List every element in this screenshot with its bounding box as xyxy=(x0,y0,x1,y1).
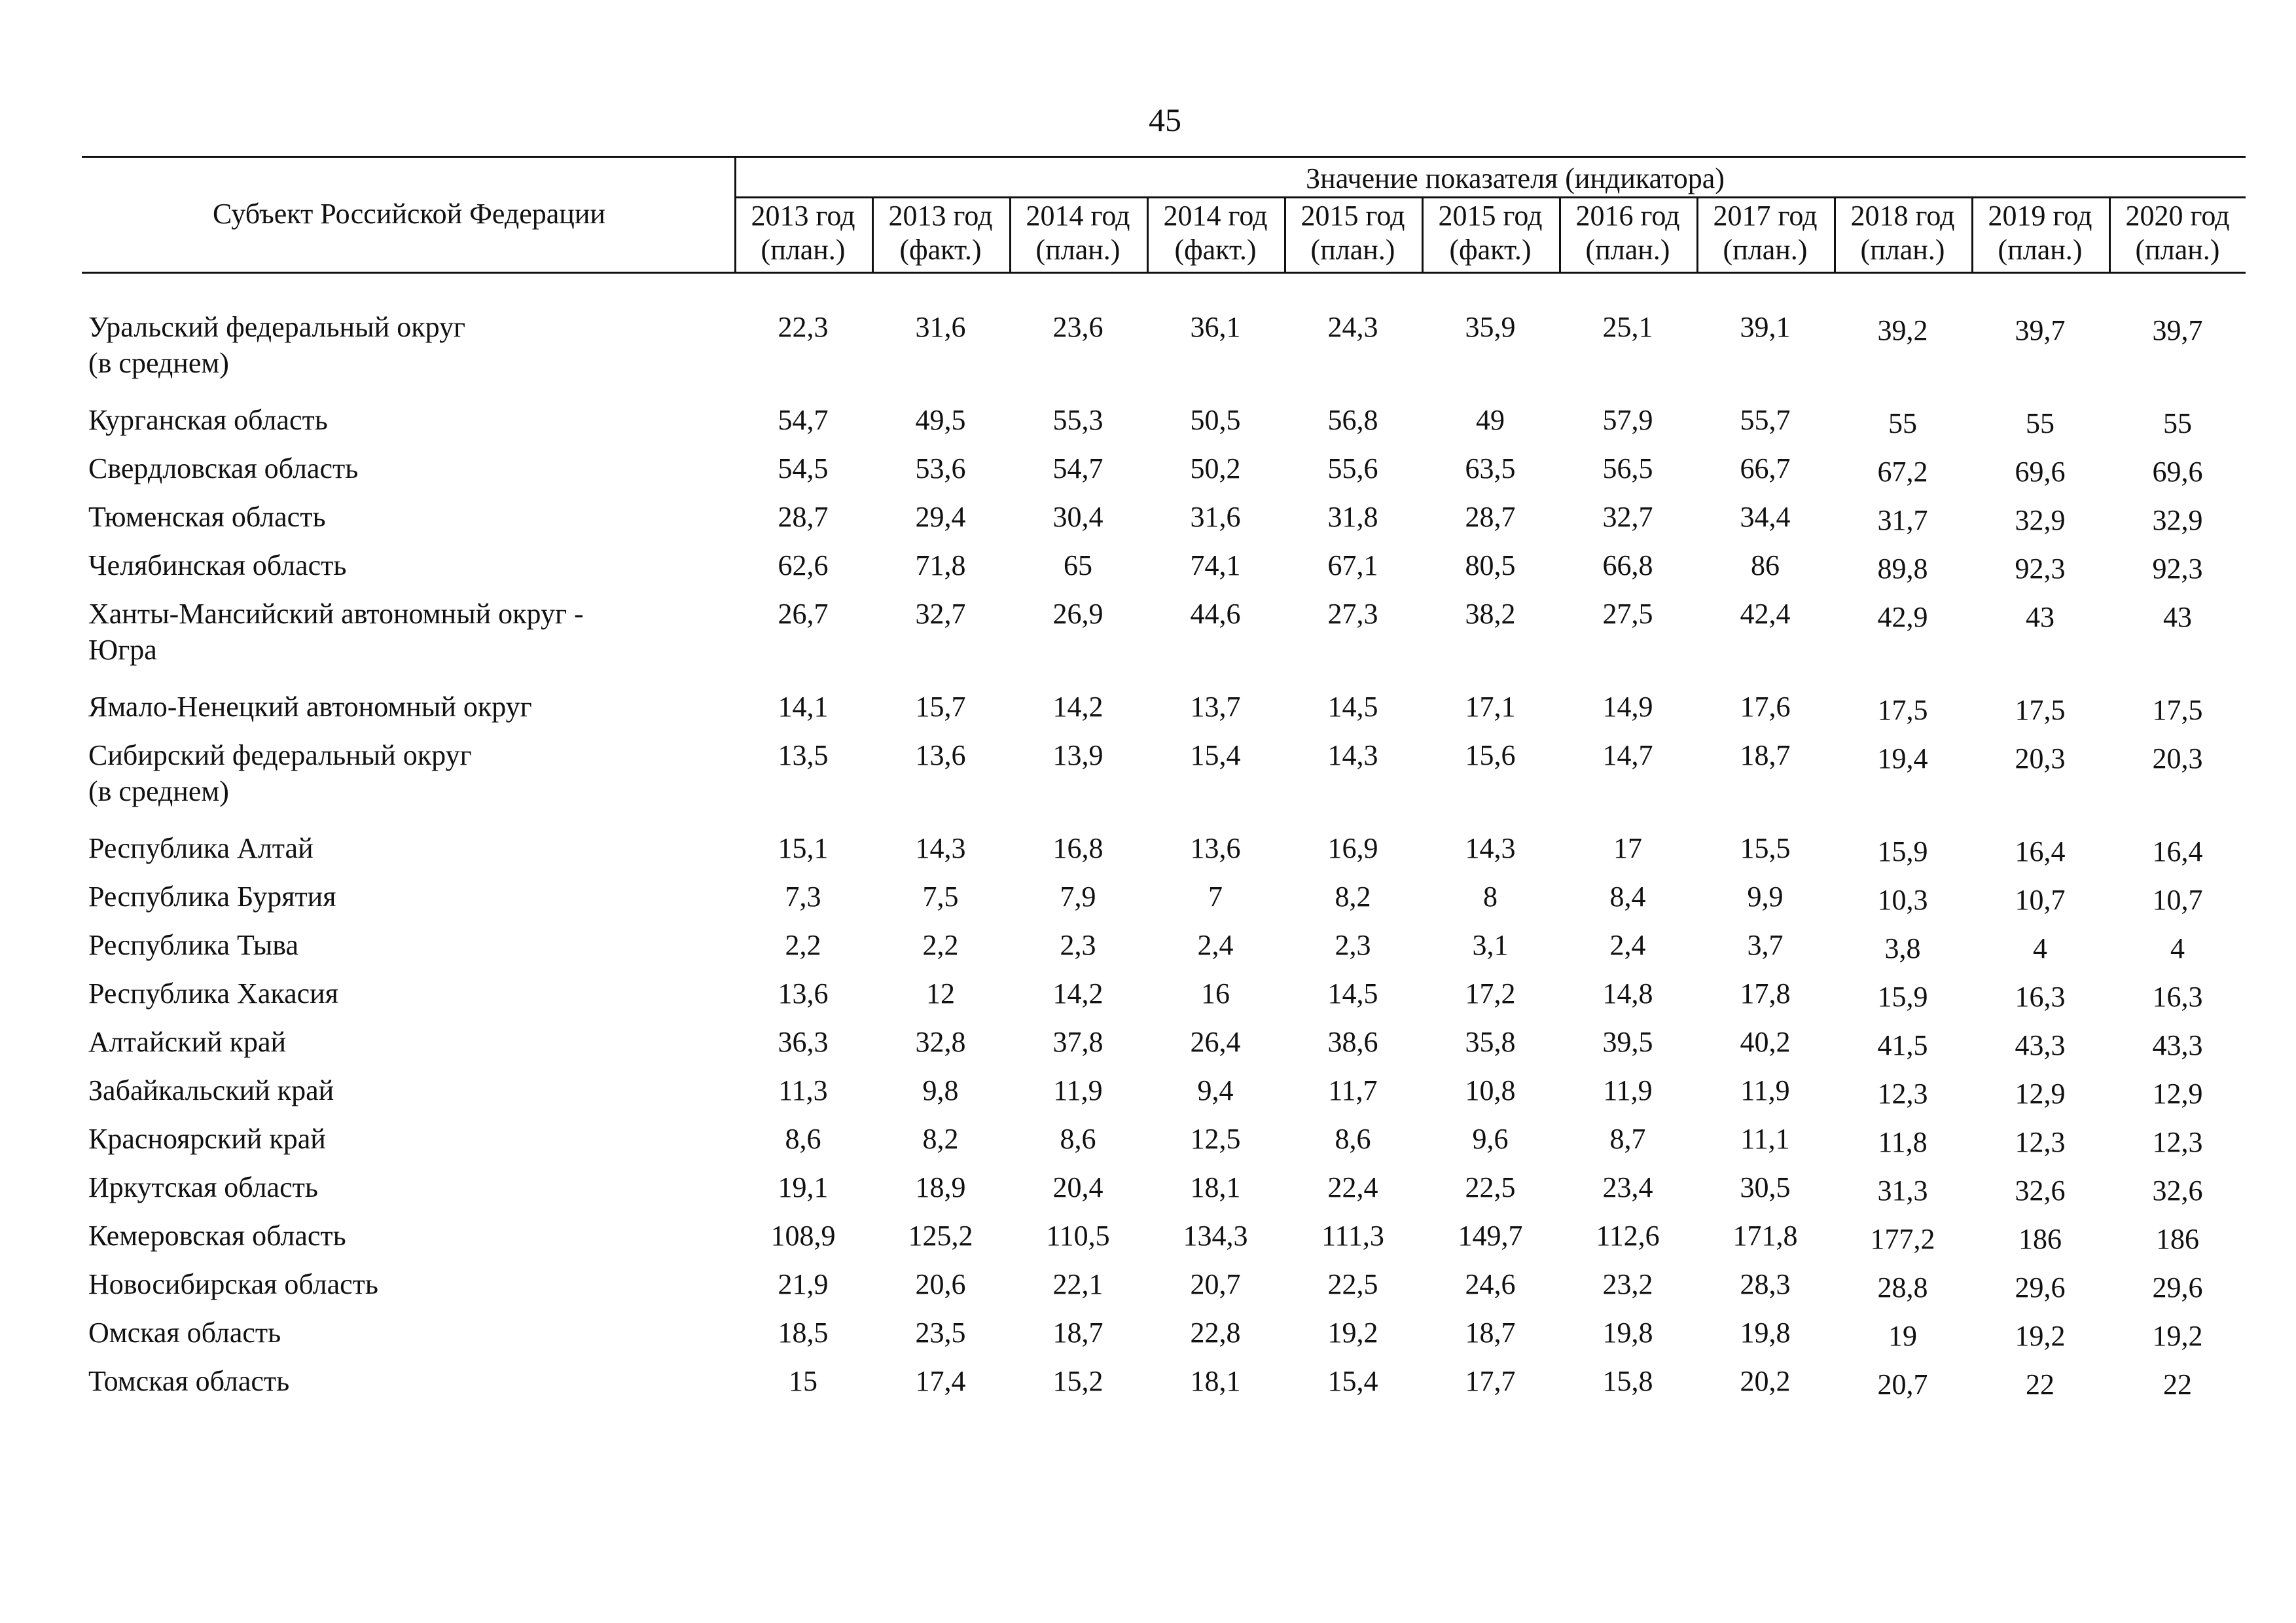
value-cell: 65 xyxy=(1064,549,1092,581)
year-label: 2018 год xyxy=(1850,200,1955,232)
value-cell: 43 xyxy=(2026,601,2054,633)
value-kind-label: (план.) xyxy=(1723,234,1808,266)
value-cell: 12,3 xyxy=(1877,1078,1928,1110)
value-cell: 17,7 xyxy=(1465,1365,1516,1397)
value-cell: 55,6 xyxy=(1327,452,1378,484)
value-cell: 19,1 xyxy=(778,1171,829,1203)
value-cell: 35,8 xyxy=(1465,1026,1516,1058)
value-cell: 22,5 xyxy=(1465,1171,1516,1203)
value-cell: 110,5 xyxy=(1046,1220,1110,1252)
value-cell: 30,4 xyxy=(1052,501,1103,533)
value-cell: 15,8 xyxy=(1602,1365,1653,1397)
value-cell: 14,3 xyxy=(1465,832,1516,864)
value-cell: 43,3 xyxy=(2152,1029,2203,1061)
header-bottom-rule xyxy=(82,272,2246,274)
column-divider xyxy=(2109,196,2111,274)
subject-name: Челябинская область xyxy=(88,549,347,581)
year-label: 2020 год xyxy=(2125,200,2230,232)
value-cell: 11,7 xyxy=(1328,1074,1378,1106)
value-kind-label: (план.) xyxy=(761,234,846,266)
value-cell: 14,5 xyxy=(1327,691,1378,723)
value-cell: 8,4 xyxy=(1609,881,1646,913)
value-cell: 13,6 xyxy=(778,977,829,1010)
year-label: 2017 год xyxy=(1713,200,1818,232)
value-cell: 31,6 xyxy=(915,311,966,343)
value-cell: 20,3 xyxy=(2015,742,2066,775)
value-cell: 36,1 xyxy=(1190,311,1241,343)
column-divider xyxy=(1559,196,1561,274)
value-cell: 17,2 xyxy=(1465,977,1516,1010)
value-cell: 9,6 xyxy=(1472,1123,1509,1155)
value-cell: 13,7 xyxy=(1190,691,1241,723)
value-cell: 3,1 xyxy=(1472,929,1509,961)
value-cell: 43,3 xyxy=(2015,1029,2066,1061)
value-cell: 22,5 xyxy=(1327,1268,1378,1300)
value-cell: 15,4 xyxy=(1327,1365,1378,1397)
value-kind-label: (план.) xyxy=(1998,234,2083,266)
year-column-header xyxy=(1010,199,1146,267)
value-cell: 31,6 xyxy=(1190,501,1241,533)
header-top-rule xyxy=(82,156,2246,158)
value-cell: 12,9 xyxy=(2015,1078,2066,1110)
value-kind-label: (факт.) xyxy=(1174,234,1257,266)
value-cell: 14,7 xyxy=(1602,739,1653,771)
column-divider xyxy=(1422,196,1424,274)
value-cell: 11,9 xyxy=(1053,1074,1103,1106)
value-cell: 38,6 xyxy=(1327,1026,1378,1058)
value-cell: 86 xyxy=(1751,549,1780,581)
value-cell: 2,4 xyxy=(1609,929,1646,961)
value-cell: 2,3 xyxy=(1060,929,1096,961)
value-kind-label: (план.) xyxy=(1860,234,1945,266)
year-column-header xyxy=(1835,199,1971,267)
value-cell: 10,7 xyxy=(2015,884,2066,916)
value-cell: 12,3 xyxy=(2152,1126,2203,1158)
value-cell: 34,4 xyxy=(1740,501,1791,533)
value-cell: 89,8 xyxy=(1877,553,1928,585)
value-cell: 19,8 xyxy=(1740,1317,1791,1349)
value-cell: 18,1 xyxy=(1190,1365,1241,1397)
value-cell: 8,2 xyxy=(922,1123,959,1155)
value-cell: 32,9 xyxy=(2015,504,2066,536)
value-cell: 9,8 xyxy=(922,1074,959,1106)
value-cell: 67,2 xyxy=(1877,456,1928,488)
value-cell: 49,5 xyxy=(915,404,966,436)
value-cell: 15,5 xyxy=(1740,832,1791,864)
value-cell: 22 xyxy=(2026,1368,2054,1400)
value-cell: 108,9 xyxy=(770,1220,836,1252)
value-cell: 149,7 xyxy=(1458,1220,1523,1252)
value-cell: 177,2 xyxy=(1870,1223,1935,1255)
value-cell: 26,7 xyxy=(778,598,829,630)
value-cell: 41,5 xyxy=(1877,1029,1928,1061)
value-cell: 23,5 xyxy=(915,1317,966,1349)
value-cell: 11,9 xyxy=(1603,1074,1653,1106)
value-cell: 14,3 xyxy=(1327,739,1378,771)
value-cell: 16,3 xyxy=(2152,981,2203,1013)
value-cell: 125,2 xyxy=(908,1220,973,1252)
value-cell: 28,8 xyxy=(1877,1271,1928,1304)
value-cell: 4 xyxy=(2170,932,2185,964)
value-cell: 2,3 xyxy=(1335,929,1371,961)
value-cell: 32,6 xyxy=(2015,1175,2066,1207)
indicator-rule xyxy=(734,196,2246,198)
value-cell: 23,6 xyxy=(1052,311,1103,343)
value-cell: 20,7 xyxy=(1877,1368,1928,1400)
value-cell: 28,7 xyxy=(778,501,829,533)
value-cell: 7 xyxy=(1208,881,1223,913)
value-cell: 22,8 xyxy=(1190,1317,1241,1349)
value-cell: 20,7 xyxy=(1190,1268,1241,1300)
value-cell: 7,5 xyxy=(922,881,959,913)
value-cell: 28,7 xyxy=(1465,501,1516,533)
value-cell: 36,3 xyxy=(778,1026,829,1058)
value-cell: 43 xyxy=(2163,601,2192,633)
year-column-header xyxy=(1422,199,1558,267)
value-cell: 66,7 xyxy=(1740,452,1791,484)
value-cell: 22,3 xyxy=(778,311,829,343)
value-cell: 7,9 xyxy=(1060,881,1096,913)
value-cell: 15,9 xyxy=(1877,835,1928,867)
year-column-header xyxy=(1560,199,1696,267)
value-cell: 35,9 xyxy=(1465,311,1516,343)
value-cell: 25,1 xyxy=(1602,311,1653,343)
value-cell: 11,9 xyxy=(1740,1074,1790,1106)
value-cell: 55 xyxy=(1888,407,1917,439)
value-cell: 57,9 xyxy=(1602,404,1653,436)
value-cell: 56,8 xyxy=(1327,404,1378,436)
value-cell: 186 xyxy=(2018,1223,2062,1255)
subject-name: Республика Алтай xyxy=(88,832,314,864)
value-cell: 42,9 xyxy=(1877,601,1928,633)
subject-name: Забайкальский край xyxy=(88,1074,334,1106)
value-cell: 4 xyxy=(2033,932,2047,964)
value-cell: 29,4 xyxy=(915,501,966,533)
value-kind-label: (факт.) xyxy=(899,234,982,266)
value-cell: 29,6 xyxy=(2152,1271,2203,1304)
value-cell: 20,2 xyxy=(1740,1365,1791,1397)
value-cell: 22,1 xyxy=(1052,1268,1103,1300)
value-cell: 30,5 xyxy=(1740,1171,1791,1203)
value-cell: 9,9 xyxy=(1747,881,1784,913)
value-cell: 69,6 xyxy=(2152,456,2203,488)
year-label: 2014 год xyxy=(1026,200,1130,232)
value-cell: 134,3 xyxy=(1183,1220,1248,1252)
value-cell: 15,7 xyxy=(915,691,966,723)
value-cell: 12,3 xyxy=(2015,1126,2066,1158)
value-cell: 14,5 xyxy=(1327,977,1378,1010)
value-cell: 18,1 xyxy=(1190,1171,1241,1203)
value-cell: 63,5 xyxy=(1465,452,1516,484)
value-cell: 10,3 xyxy=(1877,884,1928,916)
value-cell: 16 xyxy=(1201,977,1230,1010)
value-cell: 31,8 xyxy=(1327,501,1378,533)
value-cell: 16,8 xyxy=(1052,832,1103,864)
value-cell: 23,2 xyxy=(1602,1268,1653,1300)
value-cell: 18,7 xyxy=(1052,1317,1103,1349)
value-cell: 18,5 xyxy=(778,1317,829,1349)
subject-name: Кемеровская область xyxy=(88,1220,346,1252)
value-cell: 19,4 xyxy=(1877,742,1928,775)
value-cell: 53,6 xyxy=(915,452,966,484)
value-cell: 3,7 xyxy=(1747,929,1784,961)
year-column-header xyxy=(2109,199,2246,267)
value-cell: 8 xyxy=(1483,881,1498,913)
value-cell: 9,4 xyxy=(1197,1074,1234,1106)
value-cell: 7,3 xyxy=(785,881,821,913)
value-cell: 39,5 xyxy=(1602,1026,1653,1058)
year-column-header xyxy=(1147,199,1283,267)
value-cell: 15,4 xyxy=(1190,739,1241,771)
value-cell: 8,6 xyxy=(1060,1123,1096,1155)
value-cell: 17,1 xyxy=(1465,691,1516,723)
value-cell: 31,7 xyxy=(1877,504,1928,536)
value-cell: 49 xyxy=(1476,404,1505,436)
value-cell: 15 xyxy=(789,1365,817,1397)
value-cell: 26,9 xyxy=(1052,598,1103,630)
subject-name: Республика Хакасия xyxy=(88,977,338,1010)
value-cell: 20,6 xyxy=(915,1268,966,1300)
year-label: 2019 год xyxy=(1988,200,2092,232)
value-cell: 112,6 xyxy=(1596,1220,1660,1252)
value-cell: 55,7 xyxy=(1740,404,1791,436)
column-divider xyxy=(1834,196,1836,274)
value-cell: 71,8 xyxy=(915,549,966,581)
column-divider xyxy=(1284,196,1286,274)
value-cell: 27,5 xyxy=(1602,598,1653,630)
value-cell: 38,2 xyxy=(1465,598,1516,630)
value-cell: 17,5 xyxy=(2152,694,2203,726)
column-divider xyxy=(1147,196,1149,274)
year-label: 2013 год xyxy=(751,200,855,232)
year-column-header xyxy=(1972,199,2108,267)
year-label: 2015 год xyxy=(1438,200,1543,232)
value-cell: 17 xyxy=(1613,832,1642,864)
subject-name: Республика Бурятия xyxy=(88,881,336,913)
value-cell: 92,3 xyxy=(2152,553,2203,585)
indicator-header: Значение показателя (индикатора) xyxy=(1306,162,1725,194)
value-cell: 14,9 xyxy=(1602,691,1653,723)
value-cell: 17,5 xyxy=(2015,694,2066,726)
value-cell: 186 xyxy=(2156,1223,2199,1255)
value-cell: 2,2 xyxy=(922,929,959,961)
value-cell: 32,8 xyxy=(915,1026,966,1058)
value-cell: 18,7 xyxy=(1740,739,1791,771)
value-cell: 19,2 xyxy=(2015,1320,2066,1352)
value-cell: 10,8 xyxy=(1465,1074,1516,1106)
value-cell: 39,7 xyxy=(2152,314,2203,346)
value-cell: 14,2 xyxy=(1052,977,1103,1010)
page-number: 45 xyxy=(1149,101,1181,138)
subject-name: Омская область xyxy=(88,1317,281,1349)
value-cell: 17,6 xyxy=(1740,691,1791,723)
value-cell: 19,2 xyxy=(1327,1317,1378,1349)
column-divider xyxy=(872,196,874,274)
subject-name: (в среднем) xyxy=(88,775,229,807)
value-cell: 80,5 xyxy=(1465,549,1516,581)
value-cell: 22 xyxy=(2163,1368,2192,1400)
value-cell: 66,8 xyxy=(1602,549,1653,581)
value-cell: 16,4 xyxy=(2152,835,2203,867)
value-cell: 11,1 xyxy=(1740,1123,1790,1155)
value-cell: 29,6 xyxy=(2015,1271,2066,1304)
value-cell: 12 xyxy=(926,977,955,1010)
year-column-header xyxy=(872,199,1009,267)
value-kind-label: (план.) xyxy=(1035,234,1121,266)
value-kind-label: (план.) xyxy=(1310,234,1395,266)
column-divider xyxy=(1009,196,1011,274)
year-column-header xyxy=(1697,199,1833,267)
subject-name: Томская область xyxy=(88,1365,290,1397)
value-cell: 24,3 xyxy=(1327,311,1378,343)
value-cell: 21,9 xyxy=(778,1268,829,1300)
value-cell: 14,1 xyxy=(778,691,829,723)
value-cell: 44,6 xyxy=(1190,598,1241,630)
value-cell: 15,6 xyxy=(1465,739,1516,771)
value-cell: 111,3 xyxy=(1321,1220,1384,1252)
value-cell: 40,2 xyxy=(1740,1026,1791,1058)
value-cell: 15,2 xyxy=(1052,1365,1103,1397)
value-cell: 56,5 xyxy=(1602,452,1653,484)
value-cell: 32,7 xyxy=(1602,501,1653,533)
value-cell: 32,7 xyxy=(915,598,966,630)
value-cell: 55 xyxy=(2163,407,2192,439)
subject-name: Иркутская область xyxy=(88,1171,318,1203)
value-cell: 12,9 xyxy=(2152,1078,2203,1110)
value-cell: 50,5 xyxy=(1190,404,1241,436)
value-cell: 3,8 xyxy=(1884,932,1921,964)
value-cell: 26,4 xyxy=(1190,1026,1241,1058)
value-cell: 55 xyxy=(2026,407,2054,439)
value-cell: 20,4 xyxy=(1052,1171,1103,1203)
subject-column-header: Субъект Российской Федерации xyxy=(213,198,605,230)
value-cell: 16,9 xyxy=(1327,832,1378,864)
year-label: 2014 год xyxy=(1163,200,1268,232)
value-kind-label: (план.) xyxy=(1585,234,1670,266)
value-cell: 13,5 xyxy=(778,739,829,771)
subject-name: Сибирский федеральный округ xyxy=(88,739,472,771)
value-cell: 18,9 xyxy=(915,1171,966,1203)
year-column-header xyxy=(735,199,871,267)
subject-name: Алтайский край xyxy=(88,1026,287,1058)
value-cell: 8,2 xyxy=(1335,881,1371,913)
value-cell: 171,8 xyxy=(1732,1220,1798,1252)
column-divider xyxy=(1971,196,1973,274)
value-cell: 19,8 xyxy=(1602,1317,1653,1349)
subject-name: Курганская область xyxy=(88,404,328,436)
value-cell: 14,8 xyxy=(1602,977,1653,1010)
value-cell: 13,6 xyxy=(915,739,966,771)
subject-name: Ханты-Мансийский автономный округ - xyxy=(88,598,584,630)
value-cell: 8,7 xyxy=(1609,1123,1646,1155)
value-cell: 31,3 xyxy=(1877,1175,1928,1207)
subject-name: Югра xyxy=(88,634,157,666)
value-cell: 15,1 xyxy=(778,832,829,864)
value-cell: 14,2 xyxy=(1052,691,1103,723)
value-cell: 2,2 xyxy=(785,929,821,961)
value-cell: 10,7 xyxy=(2152,884,2203,916)
subject-name: Ямало-Ненецкий автономный округ xyxy=(88,691,532,723)
value-cell: 17,5 xyxy=(1877,694,1928,726)
subject-name: Республика Тыва xyxy=(88,929,299,961)
value-cell: 17,8 xyxy=(1740,977,1791,1010)
value-cell: 54,5 xyxy=(778,452,829,484)
year-column-header xyxy=(1285,199,1421,267)
value-cell: 11,8 xyxy=(1878,1126,1928,1158)
value-cell: 39,7 xyxy=(2015,314,2066,346)
value-cell: 12,5 xyxy=(1190,1123,1241,1155)
value-cell: 14,3 xyxy=(915,832,966,864)
value-cell: 8,6 xyxy=(785,1123,821,1155)
value-cell: 19 xyxy=(1888,1320,1917,1352)
value-cell: 11,3 xyxy=(778,1074,828,1106)
subject-name: Красноярский край xyxy=(88,1123,326,1155)
value-cell: 13,9 xyxy=(1052,739,1103,771)
value-cell: 19,2 xyxy=(2152,1320,2203,1352)
column-divider xyxy=(1696,196,1698,274)
value-cell: 28,3 xyxy=(1740,1268,1791,1300)
subject-name: Свердловская область xyxy=(88,452,359,484)
value-cell: 69,6 xyxy=(2015,456,2066,488)
value-cell: 16,4 xyxy=(2015,835,2066,867)
value-cell: 54,7 xyxy=(1052,452,1103,484)
value-cell: 13,6 xyxy=(1190,832,1241,864)
value-cell: 39,2 xyxy=(1877,314,1928,346)
value-kind-label: (план.) xyxy=(2135,234,2220,266)
value-cell: 50,2 xyxy=(1190,452,1241,484)
value-cell: 23,4 xyxy=(1602,1171,1653,1203)
value-cell: 62,6 xyxy=(778,549,829,581)
value-cell: 74,1 xyxy=(1190,549,1241,581)
value-kind-label: (факт.) xyxy=(1449,234,1532,266)
value-cell: 17,4 xyxy=(915,1365,966,1397)
subject-name: Уральский федеральный округ xyxy=(88,311,466,343)
value-cell: 8,6 xyxy=(1335,1123,1371,1155)
value-cell: 67,1 xyxy=(1327,549,1378,581)
value-cell: 15,9 xyxy=(1877,981,1928,1013)
value-cell: 18,7 xyxy=(1465,1317,1516,1349)
year-label: 2016 год xyxy=(1575,200,1680,232)
value-cell: 20,3 xyxy=(2152,742,2203,775)
year-label: 2015 год xyxy=(1300,200,1405,232)
subject-name: (в среднем) xyxy=(88,347,229,379)
value-cell: 39,1 xyxy=(1740,311,1791,343)
value-cell: 27,3 xyxy=(1327,598,1378,630)
value-cell: 2,4 xyxy=(1197,929,1234,961)
value-cell: 55,3 xyxy=(1052,404,1103,436)
subject-name: Тюменская область xyxy=(88,501,326,533)
year-label: 2013 год xyxy=(888,200,993,232)
value-cell: 32,6 xyxy=(2152,1175,2203,1207)
value-cell: 16,3 xyxy=(2015,981,2066,1013)
value-cell: 92,3 xyxy=(2015,553,2066,585)
subject-name: Новосибирская область xyxy=(88,1268,378,1300)
value-cell: 32,9 xyxy=(2152,504,2203,536)
value-cell: 37,8 xyxy=(1052,1026,1103,1058)
value-cell: 22,4 xyxy=(1327,1171,1378,1203)
value-cell: 54,7 xyxy=(778,404,829,436)
value-cell: 24,6 xyxy=(1465,1268,1516,1300)
value-cell: 42,4 xyxy=(1740,598,1791,630)
